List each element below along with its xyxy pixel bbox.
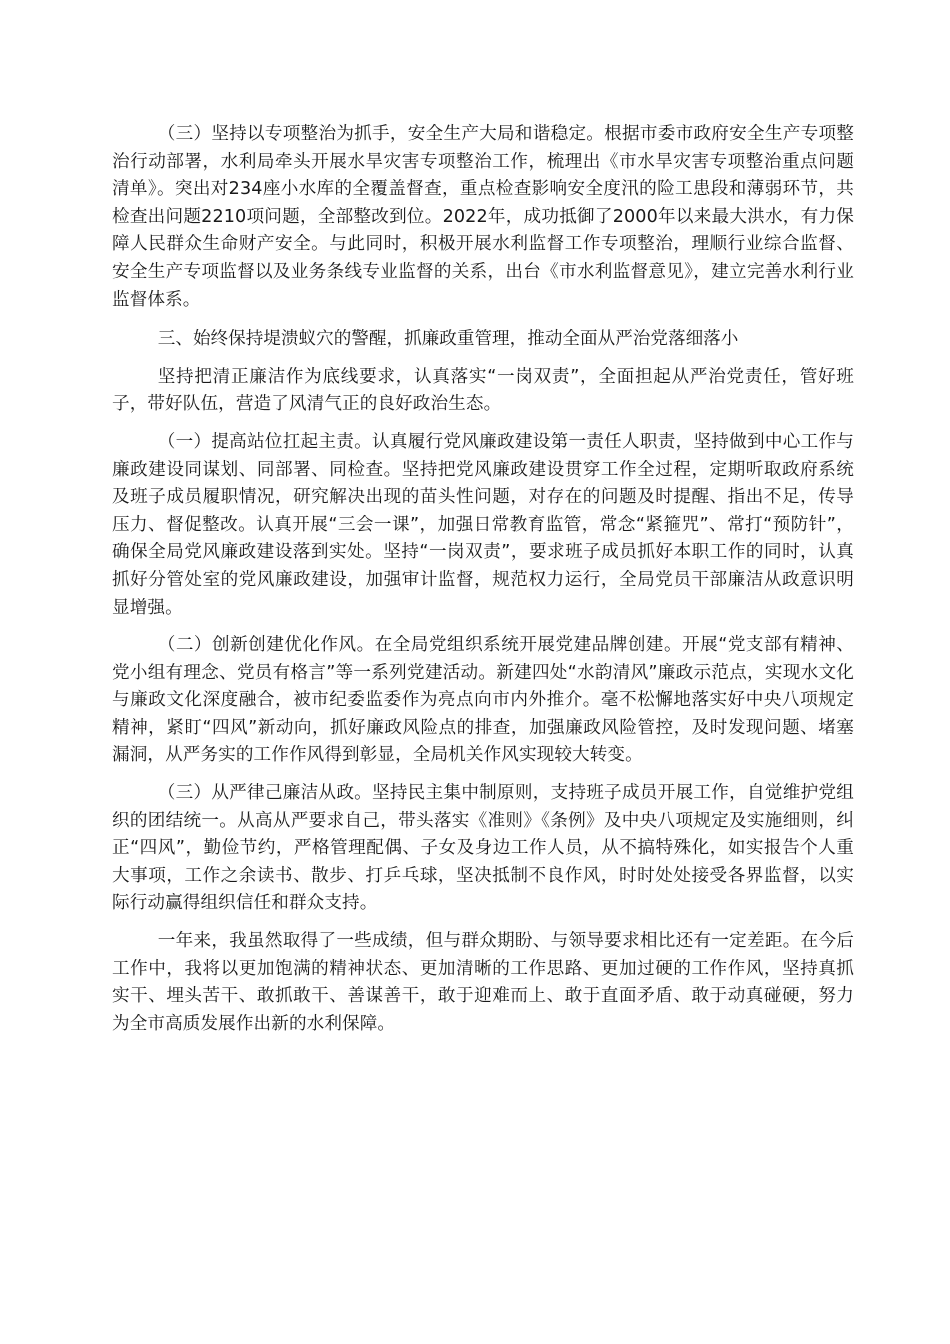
section-heading-three: 三、始终保持堤溃蚁穴的警醒，抓廉政重管理，推动全面从严治党落细落小 — [157, 329, 739, 350]
paragraph-safety-rectification: （三）坚持以专项整治为抓手，安全生产大局和谐稳定。根据市委市政府安全生产专项整治行动部署，水利局牵头开展水旱灾害专项整治工作，梳理出《市水旱灾害专项整治重点问题清单》。突出对234座小水库的全覆盖督查，重点检查影响安全度汛的险工患段和薄弱环节，共检查出问题2210项问题，全部整改到位。2022年，成功抵御了2000年以来最大洪水，有力保障人民群众生命财产安全。与此同时，积极开展水利监督工作专项整治，理顺行业综合监督、安全生产专项监督以及业务条线专业监督的关系，出台《市水利监督意见》，建立完善水利行业监督体系。 — [112, 124, 854, 310]
document-body — [112, 121, 854, 1038]
paragraph-item-two: （二）创新创建优化作风。在全局党组织系统开展党建品牌创建。开展“党支部有精神、党小组有理念、党员有格言”等一系列党建活动。新建四处“水韵清风”廉政示范点，实现水文化与廉政文化深度融合，被市纪委监委作为亮点向市内外推介。毫不松懈地落实好中央八项规定精神，紧盯“四风”新动向，抓好廉政风险点的排查，加强廉政风险管控，及时发现问题、堵塞漏洞，从严务实的工作作风得到彰显，全局机关作风实现较大转变。 — [112, 635, 854, 766]
paragraph-conclusion: 一年来，我虽然取得了一些成绩，但与群众期盼、与领导要求相比还有一定差距。在今后工作中，我将以更加饱满的精神状态、更加清晰的工作思路、更加过硬的工作作风，坚持真抓实干、埋头苦干、敢抓敢干、善谋善干，敢于迎难而上、敢于直面矛盾、敢于动真碰硬，努力为全市高质发展作出新的水利保障。 — [112, 931, 854, 1034]
paragraph-item-one: （一）提高站位扛起主责。认真履行党风廉政建设第一责任人职责，坚持做到中心工作与廉政建设同谋划、同部署、同检查。坚持把党风廉政建设贯穿工作全过程，定期听取政府系统及班子成员履职情况，研究解决出现的苗头性问题，对存在的问题及时提醒、指出不足，传导压力、督促整改。认真开展“三会一课”，加强日常教育监管，常念“紧箍咒”、常打“预防针”，确保全局党风廉政建设落到实处。坚持“一岗双责”，要求班子成员抓好本职工作的同时，认真抓好分管处室的党风廉政建设，加强审计监督，规范权力运行，全局党员干部廉洁从政意识明显增强。 — [112, 431, 854, 618]
paragraph-item-three: （三）从严律己廉洁从政。坚持民主集中制原则，支持班子成员开展工作，自觉维护党组织的团结统一。从高从严要求自己，带头落实《准则》《条例》及中央八项规定及实施细则，纠正“四风”，勤俭节约，严格管理配偶、子女及身边工作人员，从不搞特殊化，如实报告个人重大事项，工作之余读书、散步、打乒乓球，坚决抵制不良作风，时时处处接受各界监督，以实际行动赢得组织信任和群众支持。 — [112, 783, 854, 914]
paragraph-intro-integrity: 坚持把清正廉洁作为底线要求，认真落实“一岗双责”，全面担起从严治党责任，管好班子，带好队伍，营造了风清气正的良好政治生态。 — [112, 366, 854, 415]
